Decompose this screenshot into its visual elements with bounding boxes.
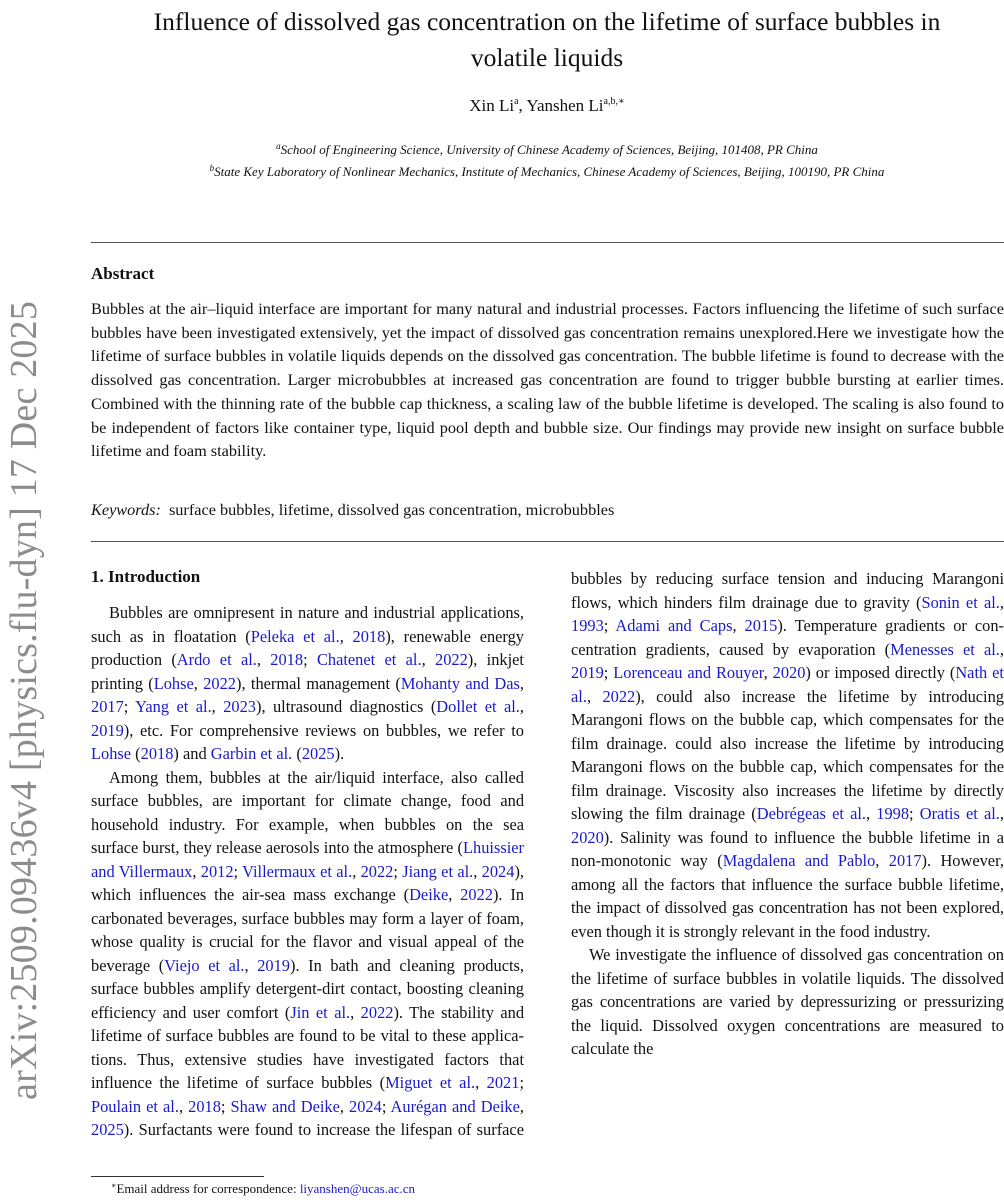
citation-link[interactable]: et: [441, 861, 458, 881]
citation-link[interactable]: Peleka: [250, 626, 304, 646]
footnote-rule: [91, 1176, 264, 1177]
paper-title: [90, 4, 1004, 76]
citation-link[interactable]: 2023: [223, 697, 256, 716]
citation-link[interactable]: Menesses et al.: [890, 639, 1000, 659]
citation-link[interactable]: 2020: [772, 663, 806, 682]
author-name: Yanshen Li: [526, 96, 604, 115]
title-line-2: volatile liquids: [470, 43, 624, 72]
affiliation-text: School of Engineering Science, University of Chinese Academy of Sciences, Beijing, 101408, PR China: [280, 142, 818, 157]
citation-link[interactable]: and: [91, 861, 119, 881]
section-heading-introduction: 1. Introduction: [91, 567, 201, 586]
citation-link[interactable]: al.: [276, 744, 293, 763]
affiliation-text: State Key Laboratory of Nonlinear Mechanics, Institute of Mechanics, Chinese Academy of Sciences, Beijing, 100190, PR China: [214, 164, 885, 179]
citation-link[interactable]: 2025: [301, 744, 335, 763]
citation-link[interactable]: 2024: [349, 1096, 382, 1116]
citation-link[interactable]: 2022: [203, 673, 236, 693]
citation-link[interactable]: 2022: [602, 686, 636, 706]
citation-link[interactable]: 2022: [435, 650, 468, 669]
citation-link[interactable]: Miguet: [385, 1073, 440, 1092]
paragraph: We investigate the influence of dissolved gas concentration on the lifetime of surface bubbles in volatile liquids. The dissolved gas concentrations are varied by depressurizing or pressurizing the liquid. Dissolved oxygen concentrations are measured to calculate the: [571, 945, 1004, 1058]
citation-link[interactable]: al.: [240, 650, 257, 669]
citation-link[interactable]: Chatenet: [316, 650, 385, 669]
citation-link[interactable]: 2017: [91, 697, 124, 716]
citation-link[interactable]: Lohse: [91, 744, 132, 763]
abstract-heading: Abstract: [91, 264, 155, 283]
citation-link[interactable]: Villermaux: [242, 861, 321, 881]
citation-link[interactable]: et: [176, 697, 196, 716]
keywords: [91, 500, 614, 520]
abstract-text: Bubbles at the air–liquid interface are important for many natural and industrial processes. Factors influencing the lifetime of such surface bubbles have been investigated extensively, yet the impact of dissolved gas concentration remains unexplored.Here we investigate how the lifetime of surface bubbles in volatile liquids depends on the dissolved gas concentration. The bubble lifetime is found to decrease with the dissolved gas concentration. Larger microbubbles at increased gas concentration are found to trigger bubble bursting at earlier times. Combined with the thinning rate of the bubble cap thickness, a scaling law of the bubble lifetime is developed. The scaling is also found to be independent of factors like container type, liquid pool depth and bubble size. Our findings may provide new insight on surface bubble lifetime and foam stability.: [91, 299, 1004, 461]
citation-link[interactable]: and: [452, 1096, 481, 1116]
citation-link[interactable]: 2018: [270, 650, 304, 669]
citation-link[interactable]: et: [260, 744, 277, 763]
citation-link[interactable]: et: [219, 650, 241, 669]
citation-link[interactable]: 2020: [571, 827, 604, 847]
citation-link[interactable]: 2022: [360, 861, 394, 881]
keywords-text: surface bubbles, lifetime, dissolved gas concentration, microbubbles: [168, 500, 615, 519]
citation-link[interactable]: al.: [163, 1096, 179, 1116]
citation-link[interactable]: al.: [503, 697, 520, 716]
email-link[interactable]: liyanshen@ucas.ac.cn: [299, 1181, 416, 1196]
citation-link[interactable]: 2022: [360, 1002, 394, 1022]
affiliation-b: [90, 159, 1004, 181]
citation-link[interactable]: Deike: [300, 1096, 340, 1116]
citation-link[interactable]: et: [384, 650, 406, 669]
citation-link[interactable]: 1998: [876, 804, 910, 823]
citation-link[interactable]: 2017: [888, 851, 922, 870]
citation-link[interactable]: Villermaux: [118, 861, 193, 881]
citation-link[interactable]: et: [484, 697, 504, 716]
citation-link[interactable]: Dollet: [436, 697, 485, 716]
body-column-right: [571, 567, 1004, 1061]
citation-link[interactable]: et: [303, 626, 324, 646]
affiliations: [90, 137, 1004, 181]
citation-link[interactable]: al.: [336, 861, 353, 881]
citation-link[interactable]: 2019: [257, 955, 290, 975]
citation-link[interactable]: et: [439, 1073, 460, 1092]
author-affiliation-mark: a,b,∗: [603, 96, 625, 107]
citation-link[interactable]: Deike: [480, 1096, 520, 1116]
citation-link[interactable]: al.: [228, 955, 245, 975]
citation-link[interactable]: Lhuissier: [463, 838, 525, 857]
author-name: Xin Li: [469, 96, 515, 115]
citation-link[interactable]: Viejo: [164, 955, 209, 975]
citation-link[interactable]: Nath et al.: [571, 663, 1004, 706]
paragraph: bubbles by reducing surface tension and inducing Marangoni flows, which hinders film drainage due to gravity (Sonin et al., 1993; Adami and Caps, 2015). Temperature gradients or concentration gradients, caused by evaporation (Menesses et al., 2019; Lorenceau and Rouyer, 2020) or imposed directly (Nath et al., 2022), could also increase the lifetime by introducing Marangoni flows on the bubble cap, which compensates for the film drainage. could also increase the lifetime by introducing Marangoni flows on the bubble cap, which compensates for the film drainage. Viscosity also increases the lifetime by directly slowing the film drainage (Debrégeas et al., 1998; Oratis et al., 2020). Salinity was found to influence the bubble lifetime in a non-monotonic way (Magdalena and Pablo, 2017). However, among all the factors that influence the surface bubble lifetime, the impact of dissolved gas concentration has not been explored, even though it is strongly relevant in the food industry.: [571, 569, 1004, 941]
citation-link[interactable]: Ardo: [176, 650, 220, 669]
citation-link[interactable]: et: [208, 955, 229, 975]
citation-link[interactable]: Debrégeas et al.: [756, 804, 866, 823]
citation-link[interactable]: al.: [195, 697, 212, 716]
citation-link[interactable]: 2018: [352, 626, 386, 646]
citation-link[interactable]: 2019: [91, 720, 124, 740]
citation-link[interactable]: al.: [457, 861, 474, 881]
introduction-text-right: [571, 567, 1004, 1061]
footnote-correspondence: [111, 1181, 415, 1197]
citation-link[interactable]: Shaw: [230, 1096, 272, 1116]
citation-link[interactable]: Lorenceau and Rouyer: [613, 663, 764, 682]
keywords-label: Keywords:: [91, 500, 161, 519]
citation-link[interactable]: al.: [405, 650, 422, 669]
footnote-marker: ∗: [111, 1181, 117, 1190]
body-column-left: [91, 566, 524, 1142]
citation-link[interactable]: Jin: [290, 1002, 316, 1022]
citation-link[interactable]: Das: [494, 673, 520, 693]
citation-link[interactable]: 2018: [188, 1096, 221, 1116]
citation-link[interactable]: and: [465, 673, 495, 693]
author-separator: ,: [518, 96, 527, 115]
author-affiliation-mark: a: [514, 96, 519, 107]
citation-link[interactable]: 2018: [140, 744, 174, 763]
title-line-1: Influence of dissolved gas concentration on the lifetime of surface bubbles in: [153, 7, 941, 36]
citation-link[interactable]: et: [320, 861, 337, 881]
citation-link[interactable]: 2024: [481, 861, 515, 881]
citation-link[interactable]: et: [146, 1096, 164, 1116]
citation-link[interactable]: Yang: [135, 697, 177, 716]
citation-link[interactable]: and: [272, 1096, 301, 1116]
abstract-bottom-rule: [91, 541, 1004, 542]
citation-link[interactable]: Jiang: [402, 861, 442, 881]
citation-link[interactable]: 2012: [200, 861, 234, 881]
citation-link[interactable]: al.: [323, 626, 340, 646]
citation-link[interactable]: 1993: [571, 616, 604, 635]
citation-link[interactable]: Oratis et al.: [919, 804, 1000, 823]
citation-link[interactable]: 2022: [460, 885, 493, 904]
author-list: [90, 96, 1004, 116]
citation-link[interactable]: Magdalena and Pablo: [722, 851, 876, 870]
citation-link[interactable]: Sonin et al.: [921, 592, 1000, 612]
arxiv-identifier-stamp: arXiv:2509.09436v4 [physics.flu-dyn] 17 Dec 2025: [3, 300, 45, 1100]
citation-link[interactable]: Adami and Caps: [615, 616, 733, 635]
paragraph: Among them, bubbles at the air/liquid interface, also called surface bubbles, are important for climate change, food and household industry. For example, when bubbles on the sea surface burst, they release aerosols into the atmosphere (Lhuissier and Villermaux, 2012; Villermaux et al., 2022; Jiang et al., 2024), which influences the air-sea mass exchange (Deike, 2022). In carbonated beverages, surface bubbles may form a layer of foam, whose quality is crucial for the flavor and visual appeal of the beverage (Viejo et al., 2019). In bath and cleaning products, surface bubbles amplify detergent-dirt contact, boosting cleaning efficiency and user comfort (Jin et al., 2022). The stability and lifetime of surface bubbles are found to be vital to these applications. Thus, extensive studies have investigated factors that influence the lifetime of surface bubbles (Miguet et al., 2021; Poulain et al., 2018; Shaw and Deike, 2024; Aurégan and Deike, 2025). Surfactants were found to increase the lifespan of surface: [91, 767, 525, 1139]
citation-link[interactable]: 2015: [744, 616, 778, 635]
citation-link[interactable]: Aurégan: [390, 1096, 453, 1116]
citation-link[interactable]: et: [315, 1002, 335, 1022]
paragraph: Bubbles are omnipresent in nature and industrial applications, such as in floatation (Peleka et al., 2018), renewable energy production (Ardo et al., 2018; Chatenet et al., 2022), inkjet printing (Lohse, 2022), thermal management (Mohanty and Das, 2017; Yang et al., 2023), ultrasound diagnostics (Dollet et al., 2019), etc. For comprehensive reviews on bubbles, we refer to Lohse (2018) and Garbin et al. (2025).: [91, 603, 525, 763]
affiliation-mark: a: [276, 141, 281, 151]
citation-link[interactable]: 2021: [486, 1073, 520, 1092]
introduction-text-left: [91, 601, 524, 1142]
citation-link[interactable]: Garbin: [210, 744, 261, 763]
citation-link[interactable]: Poulain: [91, 1096, 147, 1116]
citation-link[interactable]: 2025: [91, 1120, 124, 1139]
citation-link[interactable]: Lohse: [153, 673, 194, 693]
affiliation-mark: b: [209, 163, 215, 173]
affiliation-a: [90, 137, 1004, 159]
abstract-top-rule: [91, 242, 1004, 243]
citation-link[interactable]: 2019: [571, 663, 604, 682]
citation-link[interactable]: Mohanty: [400, 673, 466, 693]
footnote-text: Email address for correspondence:: [116, 1181, 300, 1196]
citation-link[interactable]: al.: [334, 1002, 351, 1022]
citation-link[interactable]: al.: [459, 1073, 476, 1092]
citation-link[interactable]: Deike: [409, 885, 449, 904]
